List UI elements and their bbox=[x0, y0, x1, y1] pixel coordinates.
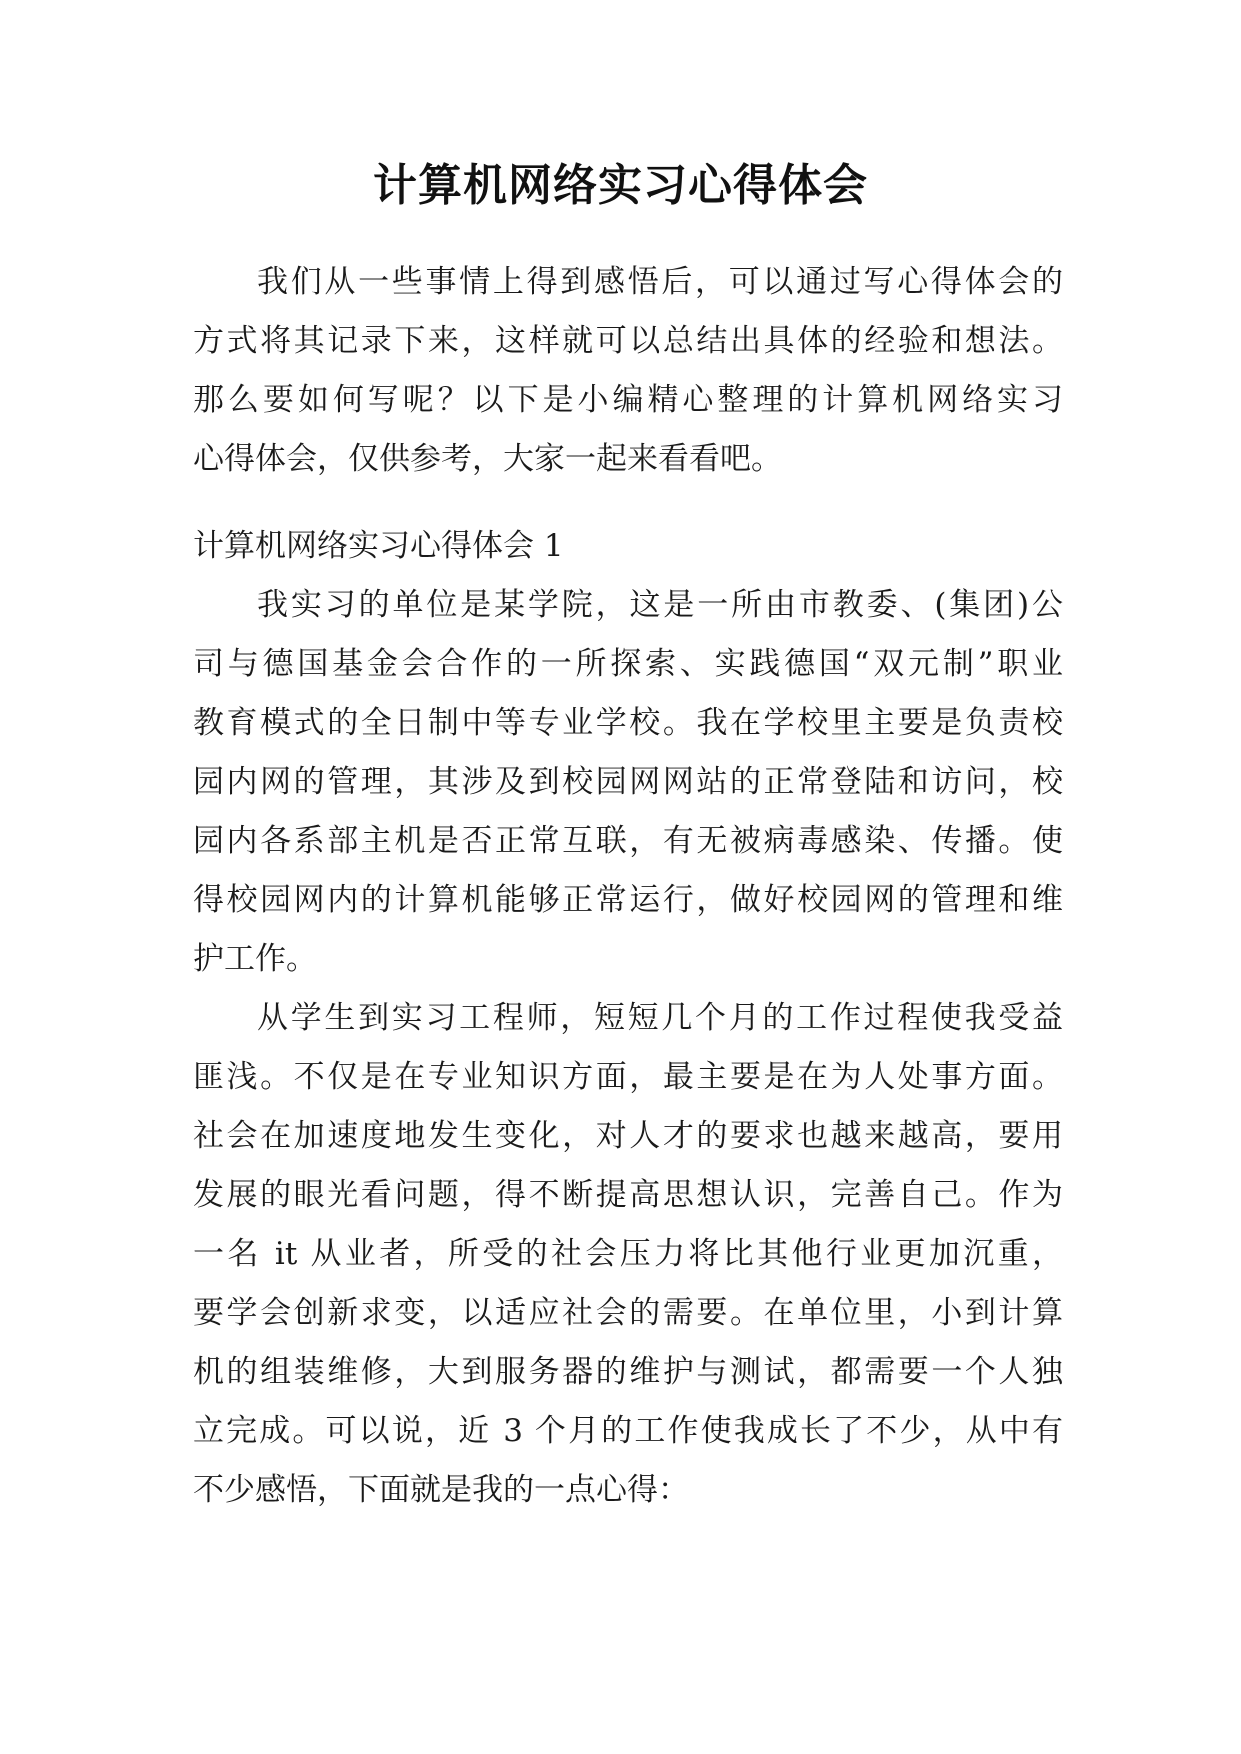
paragraph2-line-2: 匪浅。不仅是在专业知识方面，最主要是在为人处事方面。 bbox=[193, 1059, 1063, 1095]
paragraph2-line-4: 发展的眼光看问题，得不断提高思想认识，完善自己。作为 bbox=[193, 1177, 1063, 1213]
paragraph1-line-4: 园内网的管理，其涉及到校园网网站的正常登陆和访问，校 bbox=[193, 764, 1063, 800]
paragraph1-line-1: 我实习的单位是某学院，这是一所由市教委、(集团)公 bbox=[257, 587, 1063, 623]
paragraph2-line-6: 要学会创新求变，以适应社会的需要。在单位里，小到计算 bbox=[193, 1295, 1063, 1331]
paragraph2-line-8: 立完成。可以说，近 3 个月的工作使我成长了不少，从中有 bbox=[193, 1413, 1063, 1449]
paragraph1-line-5: 园内各系部主机是否正常互联，有无被病毒感染、传播。使 bbox=[193, 823, 1063, 859]
intro-line-1: 我们从一些事情上得到感悟后，可以通过写心得体会的 bbox=[257, 264, 1063, 300]
intro-line-4: 心得体会，仅供参考，大家一起来看看吧。 bbox=[193, 441, 782, 477]
paragraph2-line-9: 不少感悟，下面就是我的一点心得： bbox=[193, 1472, 689, 1508]
paragraph2-line-3: 社会在加速度地发生变化，对人才的要求也越来越高，要用 bbox=[193, 1118, 1063, 1154]
paragraph1-line-2: 司与德国基金会合作的一所探索、实践德国“双元制”职业 bbox=[193, 646, 1063, 682]
section-heading: 计算机网络实习心得体会 1 bbox=[193, 528, 564, 564]
paragraph1-line-6: 得校园网内的计算机能够正常运行，做好校园网的管理和维 bbox=[193, 882, 1063, 918]
intro-line-3: 那么要如何写呢？以下是小编精心整理的计算机网络实习 bbox=[193, 382, 1063, 418]
document-title: 计算机网络实习心得体会 bbox=[373, 160, 868, 211]
intro-line-2: 方式将其记录下来，这样就可以总结出具体的经验和想法。 bbox=[193, 323, 1063, 359]
paragraph1-line-7: 护工作。 bbox=[193, 941, 317, 977]
paragraph2-line-5: 一名 it 从业者，所受的社会压力将比其他行业更加沉重， bbox=[193, 1236, 1063, 1272]
paragraph2-line-1: 从学生到实习工程师，短短几个月的工作过程使我受益 bbox=[257, 1000, 1063, 1036]
paragraph1-line-3: 教育模式的全日制中等专业学校。我在学校里主要是负责校 bbox=[193, 705, 1063, 741]
paragraph2-line-7: 机的组装维修，大到服务器的维护与测试，都需要一个人独 bbox=[193, 1354, 1063, 1390]
